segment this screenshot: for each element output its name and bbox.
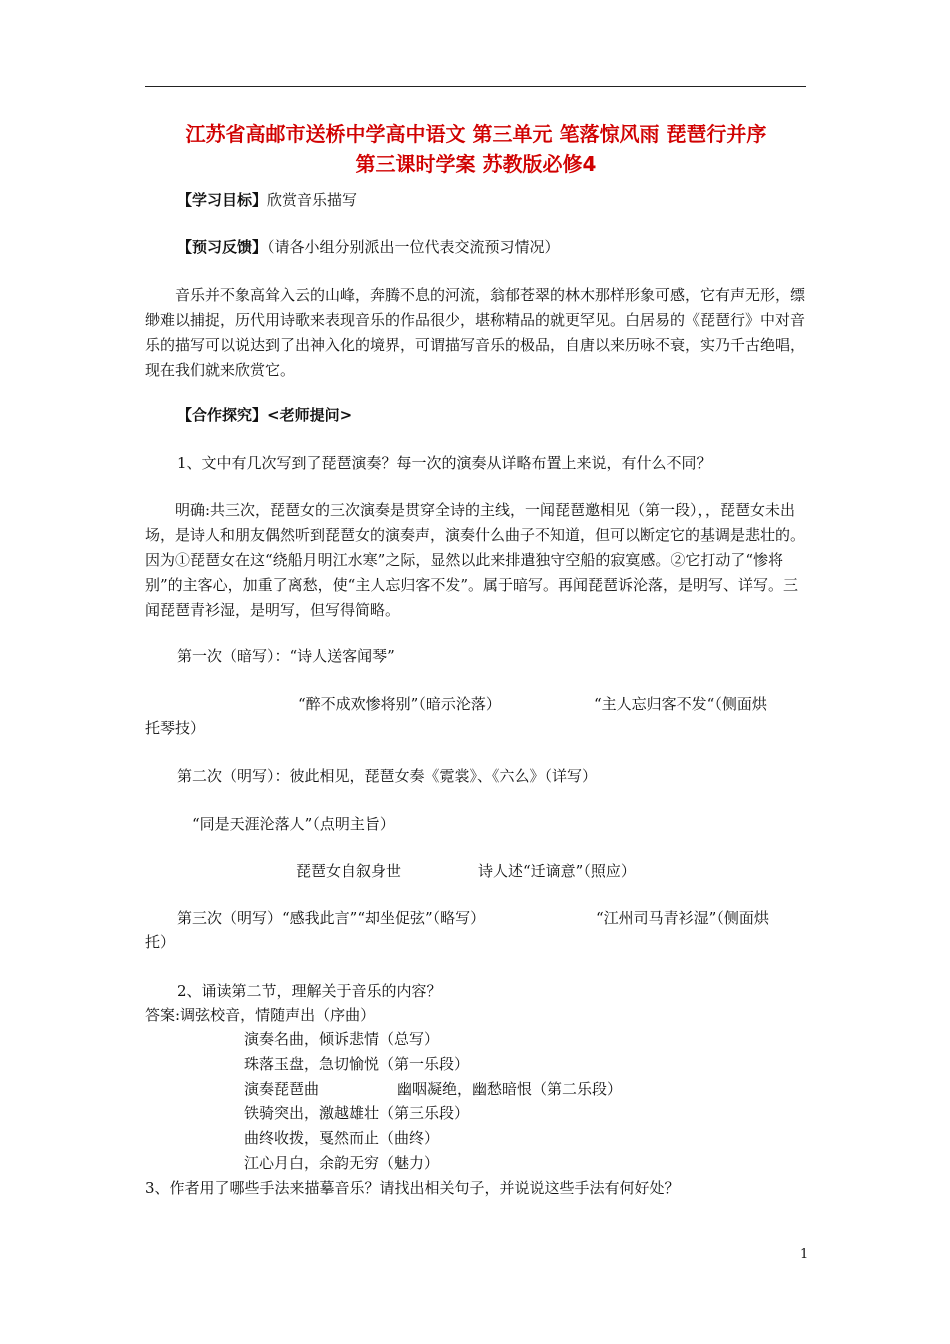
- first-performance-b2: 托琴技）: [145, 719, 206, 737]
- second-performance-b: 诗人述“迁谪意”（照应）: [478, 862, 636, 880]
- answer-2-item: 演奏名曲，倾诉悲情（总写）: [244, 1030, 440, 1048]
- first-performance-b: “主人忘归客不发“（侧面烘: [594, 695, 767, 713]
- question-3: 3、作者用了哪些手法来描摹音乐？请找出相关句子，并说说这些手法有何好处？: [145, 1179, 680, 1197]
- second-performance-head: 第二次（明写）：彼此相见，琵琶女奏《霓裳》、《六么》（详写）: [177, 767, 598, 785]
- explore-label: 【合作探究】: [177, 406, 268, 424]
- answer-2-item: 珠落玉盘，急切愉悦（第一乐段）: [244, 1055, 470, 1073]
- third-performance-b2: 托）: [145, 933, 176, 951]
- answer-2-label: 答案:: [145, 1006, 181, 1024]
- answer-1-paragraph: 明确:共三次，琵琶女的三次演奏是贯穿全诗的主线，一闻琵琶邀相见（第一段），，琵琶女未出场，是诗人和朋友偶然听到琵琶女的演奏声，演奏什么曲子不知道，但可以断定它的基调是悲壮的。因为①琵琶女在这“绕船月明江水寒”之际，显然以此来排遣独守空船的寂寞感。②它打动了“惨将别”的主客心，加重了离愁，使“主人忘归客不发”。属于暗写。再闻琵琶诉沦落，是明写、详写。三闻琵琶青衫湿，是明写，但写得简略。: [145, 501, 806, 619]
- preview-label: 【预习反馈】: [177, 238, 268, 256]
- document-title-line1: 江苏省高邮市送桥中学高中语文 第三单元 笔落惊风雨 琵琶行并序: [185, 122, 767, 146]
- answer-2-item: 铁骑突出，激越雄壮（第三乐段）: [244, 1104, 470, 1122]
- explore-section: [177, 403, 352, 427]
- preview-section: [177, 235, 560, 259]
- answer-2-item: 演奏琵琶曲: [244, 1080, 320, 1098]
- answer-2-item: 江心月白，余韵无穷（魅力）: [244, 1154, 440, 1172]
- first-performance-head: 第一次（暗写）：“诗人送客闻琴”: [177, 647, 395, 665]
- question-2: 2、诵读第二节，理解关于音乐的内容？: [177, 982, 442, 1000]
- answer-2-item: 幽咽凝绝，幽愁暗恨（第二乐段）: [397, 1080, 623, 1098]
- objective-label: 【学习目标】: [177, 191, 268, 209]
- objective-text: 欣赏音乐描写: [267, 191, 358, 209]
- third-performance-a: 第三次（明写）“感我此言”“却坐促弦”（略写）: [177, 909, 486, 927]
- question-1: 1、文中有几次写到了琵琶演奏？每一次的演奏从详略布置上来说，有什么不同？: [177, 454, 712, 472]
- third-performance-b: “江州司马青衫湿”（侧面烘: [596, 909, 769, 927]
- objective-section: [177, 188, 357, 212]
- preview-text: （请各小组分别派出一位代表交流预习情况）: [267, 238, 560, 256]
- first-performance-a: “醉不成欢惨将别”（暗示沦落）: [298, 695, 501, 713]
- second-performance-theme: “同是天涯沦落人”（点明主旨）: [192, 815, 395, 833]
- page-number: 1: [800, 1247, 809, 1262]
- intro-paragraph: 音乐并不象高耸入云的山峰，奔腾不息的河流，翁郁苍翠的林木那样形象可感，它有声无形，缥缈难以捕捉，历代用诗歌来表现音乐的作品很少，堪称精品的就更罕见。白居易的《琵琶行》中对音乐的描写可以说达到了出神入化的境界，可谓描写音乐的极品，自唐以来历咏不衰，实乃千古绝唱，现在我们就来欣赏它。: [145, 286, 806, 379]
- answer-2-item: 调弦校音，情随声出（序曲）: [180, 1006, 376, 1024]
- document-title-line2: 第三课时学案 苏教版必修4: [355, 152, 597, 176]
- answer-2-item: 曲终收拨，戛然而止（曲终）: [244, 1129, 440, 1147]
- header-rule: [145, 86, 806, 87]
- answer-2-first-line: [145, 1003, 375, 1027]
- second-performance-a: 琵琶女自叙身世: [296, 862, 402, 880]
- explore-sub: <老师提问>: [267, 406, 353, 424]
